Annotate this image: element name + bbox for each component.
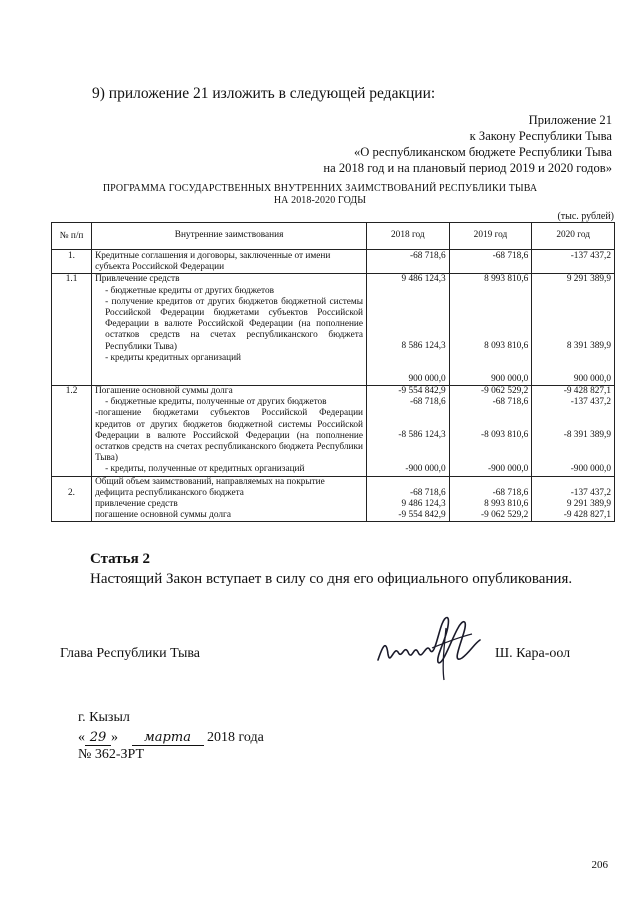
appendix-line: Приложение 21	[528, 113, 612, 127]
value-2019: 900 000,0	[491, 373, 529, 384]
article-text: Настоящий Закон вступает в силу со дня его официального опубликования.	[90, 571, 573, 587]
value-2018: 9 486 124,3	[401, 274, 446, 285]
value-2018: -68 718,6	[410, 487, 446, 498]
signing-date	[78, 730, 264, 746]
column-header: 2019 год	[449, 223, 532, 250]
handwritten-signature	[372, 608, 492, 688]
row-number	[52, 476, 92, 522]
row-label-sub: -погашение бюджетами субъектов Российской Федерации кредитов от других бюджетов бюджетной системы Российской Федерации в валюте Российской Федерации (на пополнение остатков средств на счетах республиканского бюджета Республики Тыва)	[95, 408, 364, 464]
program-title-line: ПРОГРАММА ГОСУДАРСТВЕННЫХ ВНУТРЕННИХ ЗАИМСТВОВАНИЙ РЕСПУБЛИКИ ТЫВА	[102, 183, 538, 194]
value-2020: -137 437,2	[570, 397, 611, 408]
value-2019: 8 993 810,6	[484, 498, 529, 509]
column-header: № п/п	[52, 223, 92, 250]
value-2018: 8 586 124,3	[401, 340, 446, 351]
law-number: № 362-ЗРТ	[78, 747, 145, 762]
value-2018: -9 554 842,9	[398, 386, 446, 397]
value-2020: -8 391 389,9	[563, 430, 611, 441]
column-header: 2020 год	[532, 223, 615, 250]
program-title	[0, 183, 640, 207]
row-label-sub: - бюджетные кредиты, полученные от других бюджетов	[105, 397, 327, 408]
column-header: 2018 год	[367, 223, 450, 250]
value-2018: -68 718,6	[367, 250, 450, 274]
value-2020: -900 000,0	[570, 463, 611, 474]
date-day: 29	[85, 730, 111, 746]
value-2020: -137 437,2	[532, 250, 615, 274]
appendix-line: на 2018 год и на плановый период 2019 и 2020 годов»	[323, 161, 612, 175]
value-2020: -137 437,2	[570, 487, 611, 498]
value-2020: 9 291 389,9	[566, 498, 611, 509]
value-2020: 8 391 389,9	[566, 340, 611, 351]
value-2018: 900 000,0	[408, 373, 446, 384]
table-row	[52, 476, 615, 522]
value-2018-group	[367, 476, 450, 522]
value-2019: 8 993 810,6	[484, 274, 529, 285]
borrowing-program-table	[51, 222, 615, 522]
table-row	[52, 386, 615, 477]
units-label: (тыс. рублей)	[557, 211, 614, 222]
row-label	[92, 386, 367, 477]
row-label-sub: привлечение средств	[95, 499, 178, 510]
value-2019-group	[449, 476, 532, 522]
value-2019: -900 000,0	[488, 463, 529, 474]
appendix-header	[323, 112, 612, 176]
value-2019: -8 093 810,6	[481, 430, 529, 441]
row-label-sub: - бюджетные кредиты от других бюджетов	[105, 285, 275, 296]
row-label-sub: - получение кредитов от других бюджетов бюджетной системы Российской Федерации бюджетами субъектов Российской Федерации в валюте Российской Федерации (на пополнение остатков средств на счетах республиканского бюджета Республики Тыва)	[105, 296, 364, 352]
value-2018-group	[367, 274, 450, 386]
value-2020-group	[532, 476, 615, 522]
amendment-lead-text: 9) приложение 21 изложить в следующей редакции:	[92, 85, 436, 102]
row-label-sub: - кредиты кредитных организаций	[105, 352, 242, 363]
value-2018: -900 000,0	[405, 463, 446, 474]
row-label	[92, 476, 367, 522]
value-2019: -68 718,6	[492, 487, 529, 498]
row-label-main: Привлечение средств	[95, 274, 180, 285]
value-2018: 9 486 124,3	[401, 498, 446, 509]
appendix-line: «О республиканском бюджете Республики Тыва	[354, 145, 612, 159]
table-header-row	[52, 223, 615, 250]
value-2018: -8 586 124,3	[398, 430, 446, 441]
value-2020: -9 428 827,1	[563, 510, 611, 521]
value-2019-group	[449, 274, 532, 386]
appendix-line: к Закону Республики Тыва	[469, 129, 612, 143]
row-number: 1.1	[52, 274, 92, 386]
value-2020: 9 291 389,9	[566, 274, 611, 285]
column-header: Внутренние заимствования	[92, 223, 367, 250]
row-label-main: Общий объем заимствований, направляемых на покрытие дефицита республиканского бюджета	[95, 476, 325, 498]
row-number-text: 2.	[68, 487, 76, 498]
row-label-sub: - кредиты, полученные от кредитных организаций	[105, 464, 305, 475]
value-2019: -9 062 529,2	[481, 386, 529, 397]
article-title: Статья 2	[90, 551, 150, 567]
value-2019: -68 718,6	[449, 250, 532, 274]
row-number: 1.2	[52, 386, 92, 477]
value-2020: 900 000,0	[573, 373, 611, 384]
value-2019-group	[449, 386, 532, 477]
value-2019: -68 718,6	[492, 397, 529, 408]
table-row	[52, 274, 615, 386]
page-number: 206	[591, 859, 608, 871]
value-2018: -68 718,6	[410, 397, 446, 408]
date-year: 2018 года	[207, 730, 264, 745]
date-quote: «	[78, 730, 85, 745]
row-label-main: Погашение основной суммы долга	[95, 386, 233, 397]
row-number: 1.	[52, 250, 92, 274]
value-2020-group	[532, 386, 615, 477]
row-label	[92, 274, 367, 386]
value-2020-group	[532, 274, 615, 386]
place-of-signing: г. Кызыл	[78, 710, 130, 725]
value-2018: -9 554 842,9	[398, 510, 446, 521]
signatory-name: Ш. Кара-оол	[495, 646, 571, 661]
value-2018-group	[367, 386, 450, 477]
value-2019: -9 062 529,2	[481, 510, 529, 521]
signatory-position: Глава Республики Тыва	[60, 646, 201, 661]
row-label: Кредитные соглашения и договоры, заключенные от имени субъекта Российской Федерации	[92, 250, 367, 274]
value-2020: -9 428 827,1	[563, 386, 611, 397]
table-row	[52, 250, 615, 274]
row-label-sub: погашение основной суммы долга	[95, 510, 231, 521]
program-title-line: НА 2018-2020 ГОДЫ	[273, 195, 367, 206]
date-quote: »	[111, 730, 118, 745]
date-month: марта	[132, 730, 204, 746]
value-2019: 8 093 810,6	[484, 340, 529, 351]
